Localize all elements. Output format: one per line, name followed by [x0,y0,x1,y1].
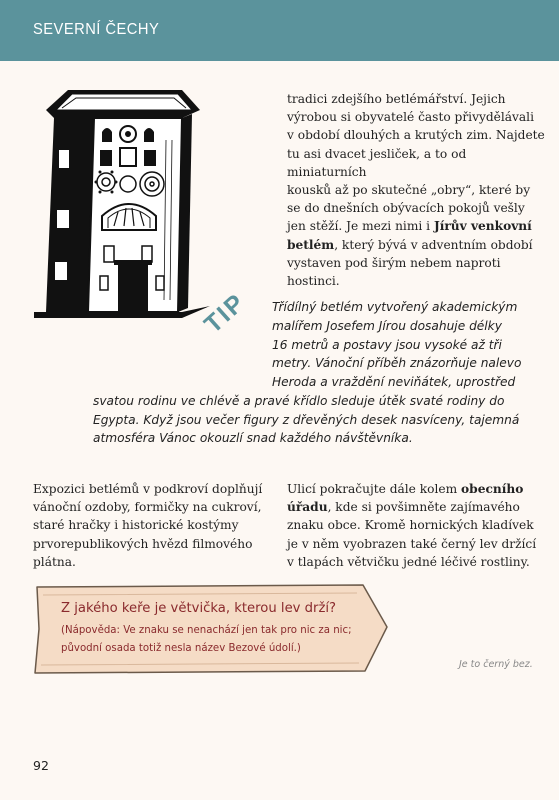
quiz-answer: Je to černý bez. [459,659,533,670]
text-line: Expozici betlémů v podkroví doplňují [33,482,263,496]
text-line [287,498,549,516]
text-line: staré hračky i historické kostýmy [33,518,239,533]
tip-line: malířem Josefem Jírou dosahuje délky [272,319,502,333]
tip-line: atmosféra Vánoc okouzlí snad každého návštěvníka. [93,431,413,445]
text-line: znaku obce. Kromě hornických kladívek [287,518,534,533]
tip-line: Heroda a vraždění neviňátek, uprostřed [272,375,516,389]
bold-term: betlém [287,237,335,252]
text-line: v tlapách větvičku jedné léčivé rostliny. [287,554,530,569]
text-line: plátna. [33,554,76,569]
text-line: vánoční ozdoby, formičky na cukroví, [33,500,262,515]
tip-line: Třídílný betlém vytvořený akademickým [272,300,518,314]
tip-line: 16 metrů a postavy jsou vysoké až tři [272,338,502,352]
text-line: je v něm vyobrazen také černý lev držící [287,536,537,551]
text-line [287,236,547,254]
text-line: hostinci. [287,274,340,289]
page-number: 92 [33,758,49,773]
text-line: v období dlouhých a krutých zim. Najdete [287,128,545,143]
text-line [287,480,549,498]
section-title: SEVERNÍ ČECHY [33,21,160,38]
tip-line: svatou rodinu ve chlévě a pravé křídlo sleduje útěk svaté rodiny do [93,394,505,408]
text-span: , který bývá v adventním období [334,237,533,252]
text-line: kousků až po skutečné „obry“, které by [287,183,531,198]
exhibit-paragraph [33,480,273,571]
page-header [0,0,559,61]
text-line: vystaven pod širým nebem naproti [287,255,501,270]
quiz-hint [61,622,366,658]
text-line: tradici zdejšího betlémářství. Jejich [287,92,506,106]
text-line: prvorepublikových hvězd filmového [33,536,253,551]
text-line: výrobou si obyvatelé často přivydělávali [287,110,534,125]
intro-paragraph [287,90,547,290]
text-line: se do dnešních obývacích pokojů vešly [287,201,525,216]
text-line: tu asi dvacet jesliček, a to od miniaturních [287,146,467,179]
bold-term: obecního [461,482,524,496]
clock-tower-illustration [32,80,212,325]
quiz-question: Z jakého keře je větvička, kterou lev drží? [61,601,337,616]
hint-line: původní osada totiž nesla název Bezové údolí.) [61,643,301,654]
text-span: , kde si povšimněte zajímavého [327,500,520,515]
text-span: jen stěží. Je mezi nimi i [287,219,434,234]
coat-of-arms-paragraph [287,480,549,571]
tip-line: Egypta. Když jsou večer figury z dřevěných desek nasvíceny, tajemná [93,413,520,427]
text-span: Ulicí pokračujte dále kolem [287,482,462,496]
hint-line: (Nápověda: Ve znaku se nenachází jen tak pro nic za nic; [61,625,352,636]
bold-term: úřadu [287,500,328,515]
tip-label: TIP [199,287,252,339]
text-line [287,217,547,235]
bold-term: Jírův venkovní [433,219,532,234]
tip-line: metry. Vánoční příběh znázorňuje nalevo [272,356,522,370]
